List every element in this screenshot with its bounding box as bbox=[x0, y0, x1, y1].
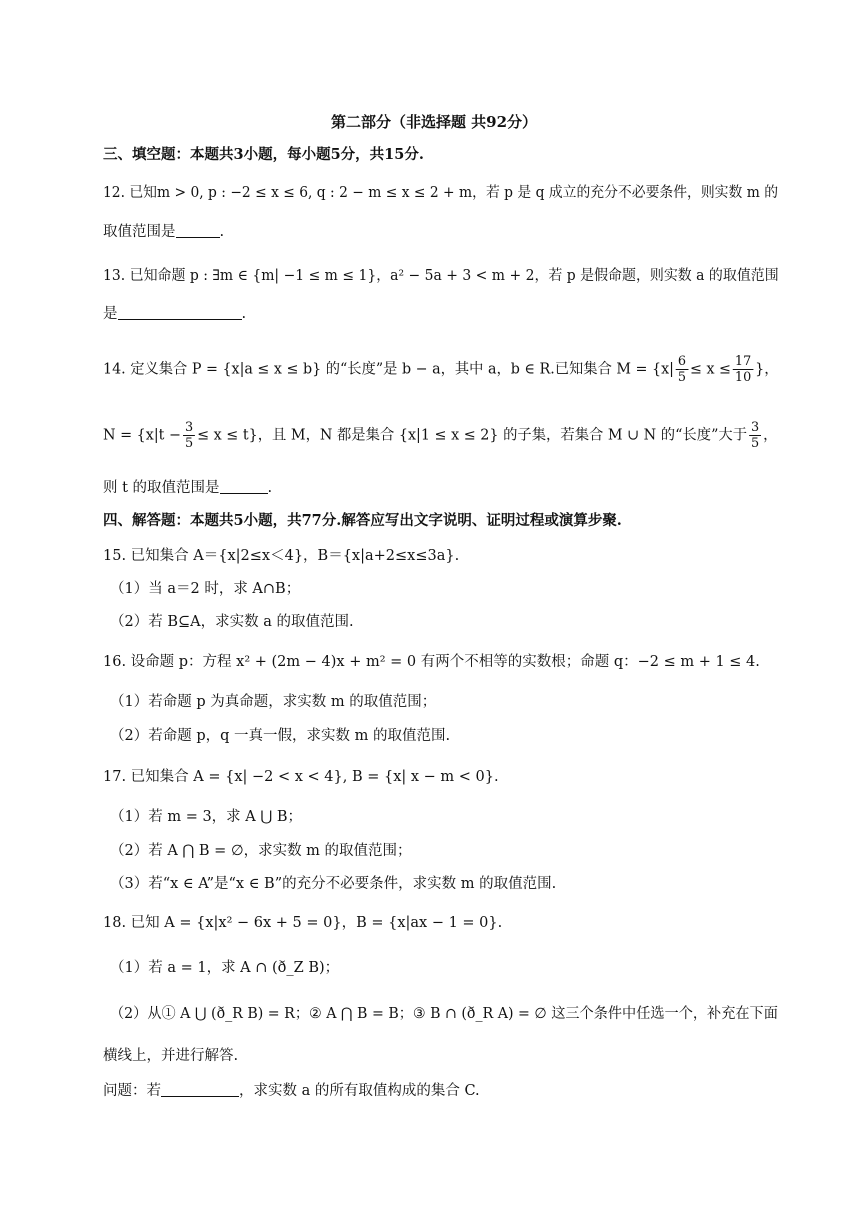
q14-m-lower-den: 5 bbox=[677, 370, 687, 385]
q12-answer-blank bbox=[176, 223, 220, 238]
part-title: 第二部分（非选择题 共92分） bbox=[330, 113, 538, 131]
q16-part2: （2）若命题 p，q 一真一假，求实数 m 的取值范围. bbox=[110, 728, 451, 744]
q14-line3: 则 t 的取值范围是 . bbox=[103, 480, 273, 496]
q14-n-fraction bbox=[183, 420, 195, 451]
q15-part1: （1）当 a＝2 时，求 A∩B； bbox=[110, 581, 301, 597]
q14-m-upper-fraction bbox=[733, 354, 753, 385]
q14-answer-blank bbox=[220, 479, 268, 494]
q14-m-end: }， bbox=[755, 361, 779, 378]
q15-part2: （2）若 B⊆A，求实数 a 的取值范围. bbox=[110, 614, 354, 630]
q18-part2-line2: 横线上，并进行解答. bbox=[103, 1048, 239, 1064]
q14-n-num: 3 bbox=[184, 420, 194, 435]
q13-line2: 是 . bbox=[103, 306, 247, 322]
q14-line2-end: ， bbox=[763, 427, 778, 444]
q14-length-den: 5 bbox=[751, 436, 760, 451]
q12-line2-text: 取值范围是 bbox=[103, 224, 176, 240]
q14-n-den: 5 bbox=[184, 436, 194, 451]
q14-m-lower-fraction bbox=[676, 354, 688, 385]
q17-part1: （1）若 m = 3，求 A ⋃ B； bbox=[110, 809, 303, 825]
q13-answer-blank bbox=[118, 305, 242, 320]
q14-m-lower-num: 6 bbox=[677, 354, 687, 369]
q18-part2-line1: （2）从① A ⋃ (ð_R B) = R；② A ⋂ B = B；③ B ∩ (ð_R A) = ∅ 这三个条件中任选一个，补充在下面 bbox=[110, 1006, 778, 1022]
q17-stem: 17. 已知集合 A = {x| −2 < x < 4}, B = {x| x − m < 0}. bbox=[103, 769, 499, 785]
q13-line2-text: 是 bbox=[103, 306, 118, 322]
q16-stem: 16. 设命题 p：方程 x² + (2m − 4)x + m² = 0 有两个不相等的实数根；命题 q：−2 ≤ m + 1 ≤ 4. bbox=[103, 654, 760, 670]
q16-part1: （1）若命题 p 为真命题，求实数 m 的取值范围； bbox=[110, 694, 437, 710]
q14-m-upper-num: 17 bbox=[734, 354, 752, 369]
q18-problem-end: ，求实数 a 的所有取值构成的集合 C. bbox=[239, 1083, 480, 1099]
q17-part2: （2）若 A ⋂ B = ∅，求实数 m 的取值范围； bbox=[110, 843, 412, 859]
q14-line1-text: 14. 定义集合 P = {x|a ≤ x ≤ b} 的“长度”是 b − a，其中 a，b ∈ R.已知集合 M = {x| bbox=[103, 361, 674, 378]
q14-length-fraction bbox=[749, 420, 761, 451]
q12-line1: 12. 已知m > 0, p : −2 ≤ x ≤ 6, q : 2 − m ≤ x ≤ 2 + m，若 p 是 q 成立的充分不必要条件，则实数 m 的 bbox=[103, 185, 779, 201]
q14-line1 bbox=[103, 354, 779, 385]
q14-m-mid: ≤ x ≤ bbox=[689, 361, 731, 378]
q14-m-upper-den: 10 bbox=[734, 370, 752, 385]
q17-part3: （3）若“x ∈ A”是“x ∈ B”的充分不必要条件，求实数 m 的取值范围. bbox=[110, 876, 557, 892]
q18-part1: （1）若 a = 1，求 A ∩ (ð_Z B)； bbox=[110, 960, 340, 976]
q13-line1: 13. 已知命题 p : ∃m ∈ {m| −1 ≤ m ≤ 1}，a² − 5a + 3 < m + 2，若 p 是假命题，则实数 a 的取值范围 bbox=[103, 268, 779, 284]
q14-line2 bbox=[103, 420, 777, 451]
q18-stem: 18. 已知 A = {x|x² − 6x + 5 = 0}，B = {x|ax − 1 = 0}. bbox=[103, 915, 503, 931]
section3-heading: 三、填空题：本题共3小题，每小题5分，共15分. bbox=[103, 146, 424, 163]
section4-heading: 四、解答题：本题共5小题，共77分.解答应写出文字说明、证明过程或演算步聚. bbox=[103, 512, 622, 529]
q14-line3-text: 则 t 的取值范围是 bbox=[103, 480, 220, 496]
q18-problem bbox=[103, 1081, 480, 1101]
q14-line2-mid: ≤ x ≤ t}，且 M，N 都是集合 {x|1 ≤ x ≤ 2} 的子集，若集合 M ∪ N 的“长度”大于 bbox=[197, 427, 748, 444]
q14-length-num: 3 bbox=[751, 420, 760, 435]
q14-line2-start: N = {x|t − bbox=[103, 427, 181, 444]
q18-problem-start: 问题：若 bbox=[103, 1083, 161, 1099]
q12-line2: 取值范围是 . bbox=[103, 224, 225, 240]
q15-stem: 15. 已知集合 A＝{x|2≤x＜4}，B＝{x|a+2≤x≤3a}. bbox=[103, 548, 460, 564]
q18-answer-blank bbox=[161, 1082, 239, 1097]
